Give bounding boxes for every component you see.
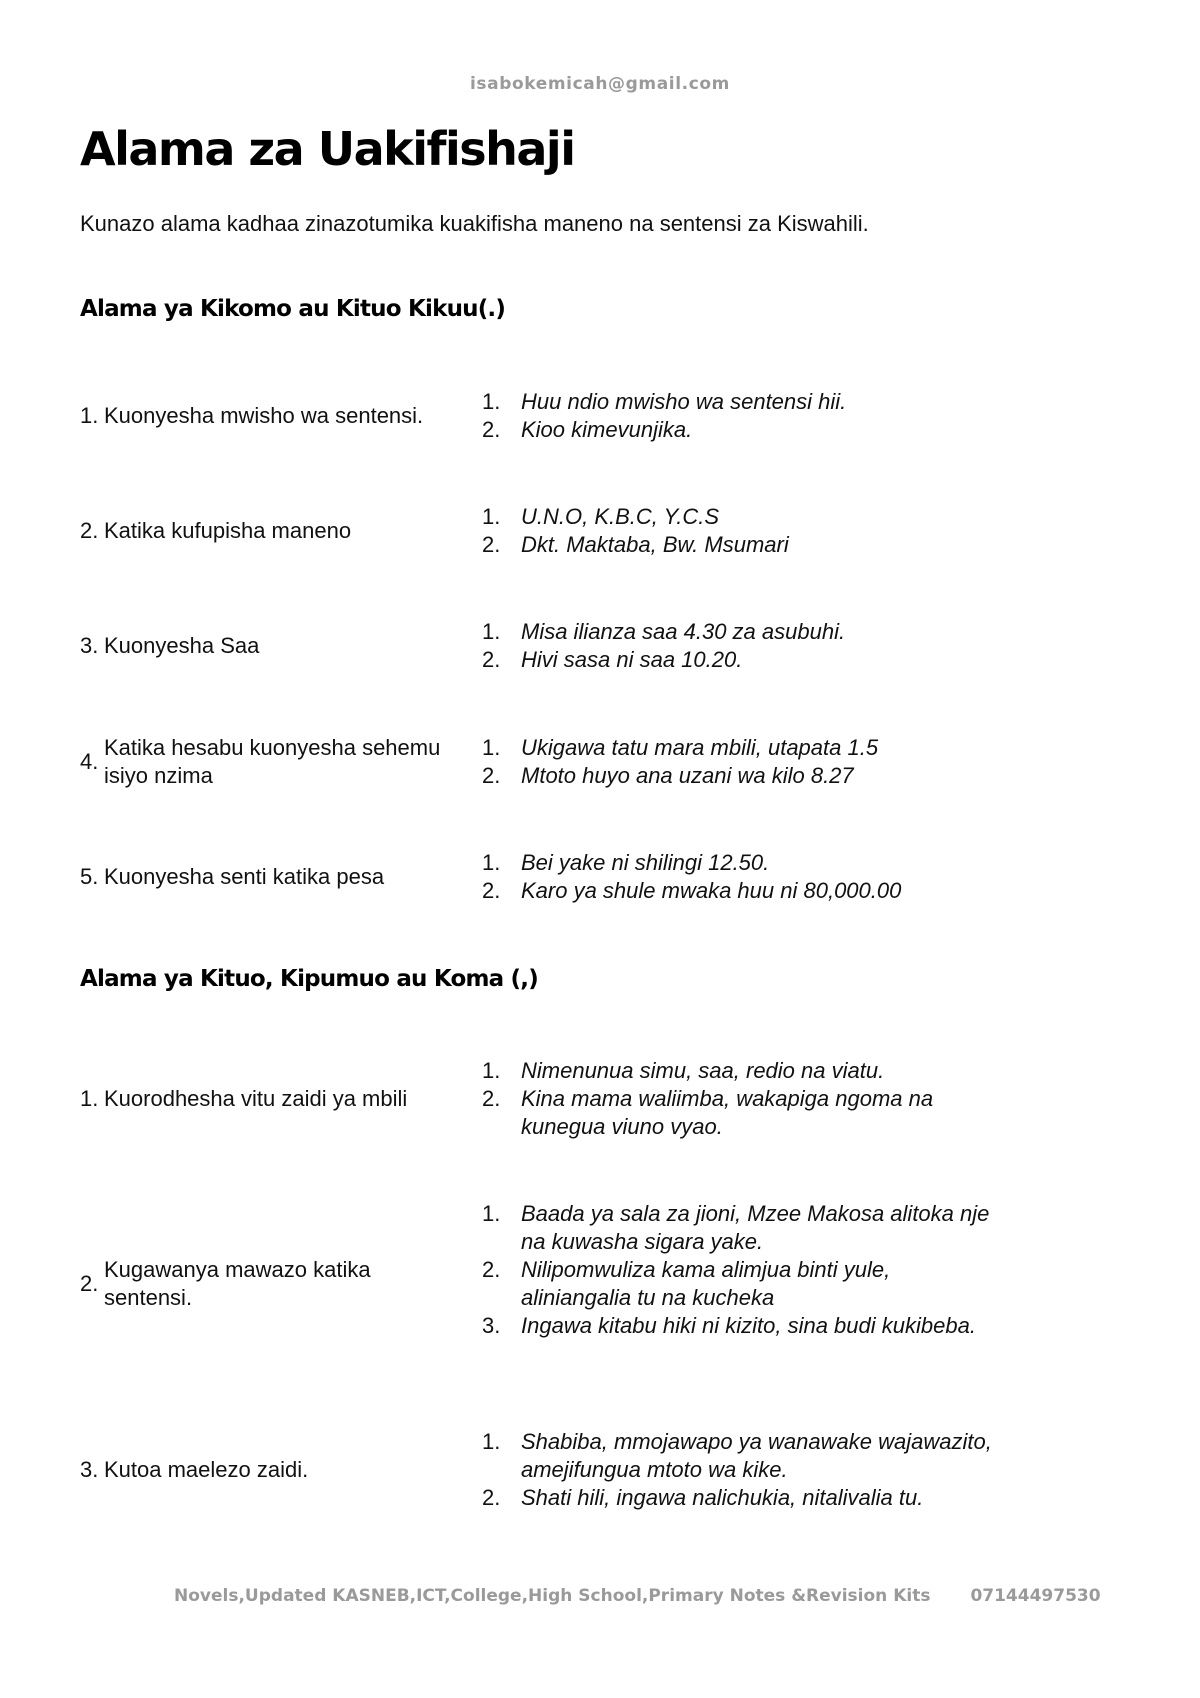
example-number: 2. [482, 1086, 501, 1111]
example-number: 1. [482, 389, 501, 414]
example-text: Baada ya sala za jioni, Mzee Makosa alitoka nje na kuwasha sigara yake. [521, 1201, 990, 1254]
usage-number: 2. [80, 1271, 99, 1296]
usage-text: Katika hesabu kuonyesha sehemu isiyo nzima [104, 735, 441, 788]
example-text: Kioo kimevunjika. [521, 417, 693, 442]
usage-number: 3. [80, 633, 99, 658]
header-email: isabokemicah@gmail.com [470, 74, 730, 94]
usage-number: 1. [80, 403, 99, 428]
usage-number: 3. [80, 1457, 99, 1482]
example-list [482, 849, 1002, 905]
usage-description [80, 734, 460, 790]
example-number: 1. [482, 1201, 501, 1226]
example-item [482, 646, 1002, 674]
example-item [482, 618, 1002, 646]
usage-text: Kuonyesha senti katika pesa [104, 864, 385, 889]
example-item [482, 1057, 1002, 1085]
example-item [482, 734, 1002, 762]
example-item [482, 1085, 1002, 1141]
usage-text: Kutoa maelezo zaidi. [104, 1457, 309, 1482]
usage-description [80, 1057, 460, 1141]
example-item [482, 1428, 1002, 1484]
example-number: 2. [482, 763, 501, 788]
example-text: U.N.O, K.B.C, Y.C.S [521, 504, 720, 529]
usage-description [80, 618, 460, 674]
example-text: Nimenunua simu, saa, redio na viatu. [521, 1058, 885, 1083]
usage-text: Katika kufupisha maneno [104, 518, 352, 543]
example-item [482, 1484, 1002, 1512]
example-item [482, 1312, 1002, 1340]
example-number: 2. [482, 878, 501, 903]
example-text: Hivi sasa ni saa 10.20. [521, 647, 743, 672]
usage-number: 4. [80, 749, 99, 774]
example-item [482, 877, 1002, 905]
example-number: 2. [482, 532, 501, 557]
example-text: Dkt. Maktaba, Bw. Msumari [521, 532, 789, 557]
example-text: Misa ilianza saa 4.30 za asubuhi. [521, 619, 846, 644]
example-list [482, 1428, 1002, 1512]
example-number: 1. [482, 1058, 501, 1083]
usage-description [80, 849, 460, 905]
usage-description [80, 1428, 460, 1512]
example-item [482, 849, 1002, 877]
example-text: Kina mama waliimba, wakapiga ngoma na kunegua viuno vyao. [521, 1086, 934, 1139]
intro-paragraph: Kunazo alama kadhaa zinazotumika kuakifisha maneno na sentensi za Kiswahili. [80, 211, 869, 236]
example-item [482, 503, 1002, 531]
example-text: Mtoto huyo ana uzani wa kilo 8.27 [521, 763, 854, 788]
section-heading-kikomo: Alama ya Kikomo au Kituo Kikuu(.) [80, 296, 506, 322]
example-text: Ukigawa tatu mara mbili, utapata 1.5 [521, 735, 879, 760]
example-number: 3. [482, 1313, 501, 1338]
example-item [482, 388, 1002, 416]
example-number: 2. [482, 647, 501, 672]
example-text: Bei yake ni shilingi 12.50. [521, 850, 770, 875]
usage-text: Kuonyesha mwisho wa sentensi. [104, 403, 424, 428]
footer-text: Novels,Updated KASNEB,ICT,College,High School,Primary Notes &Revision Kits [174, 1586, 931, 1606]
example-text: Ingawa kitabu hiki ni kizito, sina budi kukibeba. [521, 1313, 976, 1338]
example-number: 1. [482, 1429, 501, 1454]
example-text: Shati hili, ingawa nalichukia, nitalivalia tu. [521, 1485, 924, 1510]
example-text: Karo ya shule mwaka huu ni 80,000.00 [521, 878, 902, 903]
footer-phone: 07144497530 [970, 1586, 1101, 1606]
example-list [482, 618, 1002, 674]
usage-number: 5. [80, 864, 99, 889]
example-number: 2. [482, 1257, 501, 1282]
usage-text: Kuorodhesha vitu zaidi ya mbili [104, 1086, 408, 1111]
example-number: 2. [482, 417, 501, 442]
example-list [482, 503, 1002, 559]
usage-description [80, 503, 460, 559]
example-text: Nilipomwuliza kama alimjua binti yule, aliniangalia tu na kucheka [521, 1257, 891, 1310]
example-item [482, 531, 1002, 559]
example-number: 1. [482, 619, 501, 644]
page-title: Alama za Uakifishaji [80, 122, 575, 176]
usage-text: Kuonyesha Saa [104, 633, 260, 658]
example-text: Huu ndio mwisho wa sentensi hii. [521, 389, 847, 414]
footer [174, 1586, 1101, 1606]
usage-description [80, 388, 460, 444]
example-text: Shabiba, mmojawapo ya wanawake wajawazito, amejifungua mtoto wa kike. [521, 1429, 992, 1482]
usage-text: Kugawanya mawazo katika sentensi. [104, 1257, 371, 1310]
example-number: 1. [482, 504, 501, 529]
usage-number: 2. [80, 518, 99, 543]
example-list [482, 1200, 1002, 1340]
example-item [482, 1200, 1002, 1256]
example-number: 2. [482, 1485, 501, 1510]
example-list [482, 734, 1002, 790]
example-number: 1. [482, 850, 501, 875]
example-list [482, 1057, 1002, 1141]
section-heading-koma: Alama ya Kituo, Kipumuo au Koma (,) [80, 966, 538, 992]
example-list [482, 388, 1002, 444]
example-item [482, 762, 1002, 790]
example-item [482, 416, 1002, 444]
example-number: 1. [482, 735, 501, 760]
usage-number: 1. [80, 1086, 99, 1111]
example-item [482, 1256, 1002, 1312]
usage-description [80, 1200, 460, 1368]
